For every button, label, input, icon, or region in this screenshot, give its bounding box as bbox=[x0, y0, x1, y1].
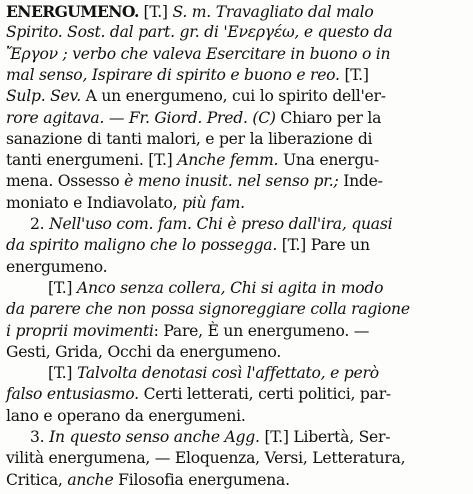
synonym-text: Inde- bbox=[338, 172, 383, 191]
sense-definition: Nell'uso com. fam. Chi è preso dall'ira, quasi bbox=[49, 215, 393, 233]
entry-tag: [T.] bbox=[48, 364, 77, 383]
usage-note: più fam. bbox=[182, 193, 245, 212]
example-text: : Pare, È un energumeno. — bbox=[153, 321, 370, 340]
sense-2-line-3 bbox=[6, 257, 468, 278]
sense-2-line-1 bbox=[30, 214, 468, 235]
entry-tag: [T.] bbox=[339, 65, 369, 84]
subsense-1-line-4 bbox=[6, 342, 468, 363]
entry-line-9 bbox=[6, 171, 468, 192]
entry-line-1 bbox=[6, 1, 468, 22]
entry-tag: [T.] bbox=[48, 278, 77, 297]
subsense-2-line-3 bbox=[6, 406, 468, 427]
usage-note: Anche femm. bbox=[177, 151, 279, 170]
synonym-text: mena. Ossesso bbox=[6, 172, 125, 191]
subsense-definition: i proprii movimenti bbox=[6, 321, 154, 340]
example-text: [T.] Libertà, Ser- bbox=[259, 428, 391, 446]
entry-definition: S. m. Travagliato dal malo bbox=[172, 3, 374, 21]
entry-etymology-end: mal senso, Ispirare di spirito e buono e reo. bbox=[6, 65, 340, 84]
sense-definition: In questo senso anche Agg. bbox=[49, 428, 260, 446]
subsense-2-line-2 bbox=[6, 384, 468, 405]
subsense-1-line-3 bbox=[6, 321, 468, 342]
citation-source: Sulp. Sev. bbox=[6, 87, 81, 106]
entry-etymology-cont: Ἔργον ; verbo che valeva Esercitare in buono o in bbox=[6, 44, 391, 63]
example-text: energumeno. bbox=[6, 257, 108, 276]
subsense-definition: Anco senza collera, Chi si agita in modo bbox=[76, 278, 384, 297]
subsense-1-line-1 bbox=[48, 278, 468, 299]
example-text: Critica, bbox=[6, 470, 68, 489]
sense-number: 3. bbox=[30, 428, 50, 446]
example-text: Filosofia energumena. bbox=[113, 470, 290, 489]
entry-line-6 bbox=[6, 108, 468, 129]
example-text: [T.] Pare un bbox=[277, 236, 370, 255]
usage-note: è meno inusit. nel senso pr.; bbox=[124, 172, 339, 191]
subsense-definition: Talvolta denotasi così l'affettato, e però bbox=[76, 364, 379, 383]
subsense-2-line-1 bbox=[48, 363, 468, 384]
sense-3-line-1 bbox=[30, 427, 468, 448]
example-text: vilità energumena, — Eloquenza, Versi, Letteratura, bbox=[6, 449, 406, 468]
entry-headword: ENERGUMENO. bbox=[6, 2, 139, 21]
entry-line-2 bbox=[6, 22, 468, 43]
sense-3-line-3 bbox=[6, 470, 468, 491]
citation-text: Chiaro per la bbox=[275, 108, 382, 127]
citation-text: sanazione di tanti malori, e per la liberazione di bbox=[6, 129, 373, 148]
entry-line-8 bbox=[6, 150, 468, 171]
subsense-1-line-2 bbox=[6, 299, 468, 320]
subsense-definition: da parere che non possa signoreggiare colla ragione bbox=[6, 300, 410, 319]
citation-text: Una energu- bbox=[278, 151, 379, 170]
sense-definition: da spirito maligno che lo possegga. bbox=[6, 236, 278, 255]
sense-3-line-2 bbox=[6, 448, 468, 469]
entry-line-5 bbox=[6, 86, 468, 107]
entry-line-7 bbox=[6, 129, 468, 150]
entry-etymology: Spirito. Sost. dal part. gr. di 'Ενεργέω, e questo da bbox=[6, 23, 393, 42]
subsense-definition: falso entusiasmo. bbox=[6, 385, 139, 404]
entry-tag: [T.] bbox=[138, 3, 173, 21]
synonym-text: moniato e Indiavolato, bbox=[6, 193, 183, 212]
citation-source: rore agitava. — Fr. Giord. Pred. (C) bbox=[6, 108, 276, 127]
citation-text: A un energumeno, cui lo spirito dell'er- bbox=[80, 87, 386, 106]
example-text: Gesti, Grida, Occhi da energumeno. bbox=[6, 342, 282, 361]
example-text: Certi letterati, certi politici, par- bbox=[138, 385, 391, 404]
example-text: anche bbox=[67, 470, 114, 489]
example-text: lano e operano da energumeni. bbox=[6, 406, 246, 425]
entry-line-4 bbox=[6, 65, 468, 86]
entry-line-10 bbox=[6, 193, 468, 214]
entry-line-3 bbox=[6, 44, 468, 65]
sense-number: 2. bbox=[30, 215, 50, 233]
sense-2-line-2 bbox=[6, 235, 468, 256]
citation-text: tanti energumeni. [T.] bbox=[6, 151, 178, 170]
